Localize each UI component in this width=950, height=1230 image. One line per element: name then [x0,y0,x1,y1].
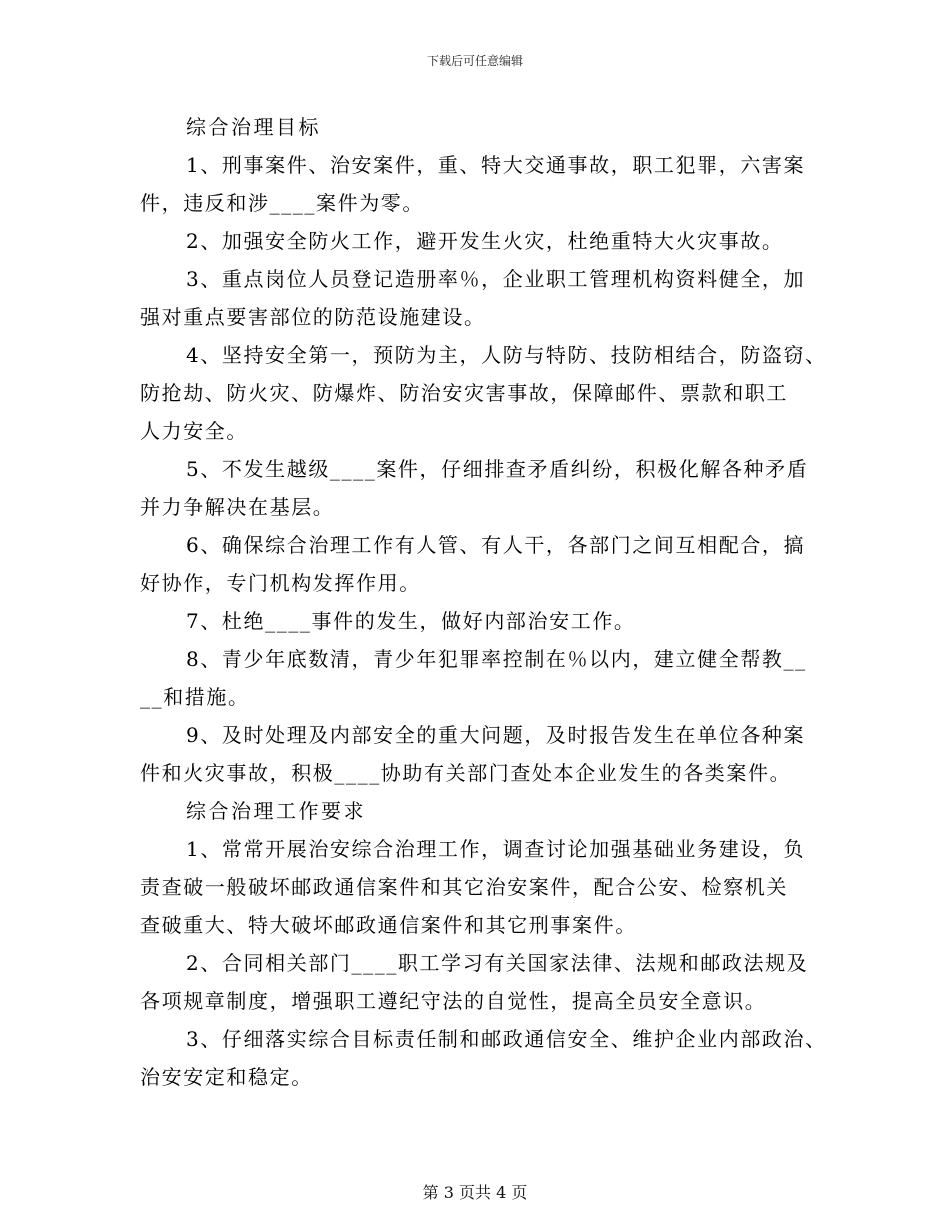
paragraph-line: 人力安全。 [140,419,248,443]
paragraph-line: 3、仔细落实综合目标责任制和邮政通信安全、维护企业内部政治、 [186,1027,827,1051]
paragraph-line: 1、常常开展治安综合治理工作，调查讨论加强基础业务建设，负 [186,837,806,861]
paragraph-line: 治安安定和稳定。 [140,1065,313,1089]
paragraph-line: 9、及时处理及内部安全的重大问题，及时报告发生在单位各种案 [186,723,806,747]
paragraph-line: 7、杜绝____事件的发生，做好内部治安工作。 [186,609,636,633]
paragraph-line: 5、不发生越级____案件，仔细排查矛盾纠纷，积极化解各种矛盾 [186,457,809,481]
paragraph-line: 2、加强安全防火工作，避开发生火灾，杜绝重特大火灾事故。 [186,229,784,253]
paragraph-line: 各项规章制度，增强职工遵纪守法的自觉性，提高全员安全意识。 [140,989,767,1013]
paragraph-line: 查破重大、特大破坏邮政通信案件和其它刑事案件。 [140,913,637,937]
paragraph-line: 强对重点要害部位的防范设施建设。 [140,305,486,329]
paragraph-line: 2、合同相关部门____职工学习有关国家法律、法规和邮政法规及 [186,951,809,975]
section-heading-requirements: 综合治理工作要求 [186,799,366,823]
paragraph-line: 好协作，专门机构发挥作用。 [140,571,421,595]
section-heading-goals: 综合治理目标 [186,115,321,139]
paragraph-line: 6、确保综合治理工作有人管、有人干，各部门之间互相配合，搞 [186,533,806,557]
document-body [140,108,827,1096]
paragraph-line: 1、刑事案件、治安案件，重、特大交通事故，职工犯罪，六害案 [186,153,806,177]
paragraph-line: __和措施。 [140,685,250,709]
paragraph-line: 件，违反和涉____案件为零。 [140,191,424,215]
paragraph-line: 8、青少年底数清，青少年犯罪率控制在％以内，建立健全帮教__ [186,647,807,671]
paragraph-line: 4、坚持安全第一，预防为主，人防与特防、技防相结合，防盗窃、 [186,343,827,367]
page-header-note: 下载后可任意编辑 [426,54,523,68]
paragraph-line: 责查破一般破坏邮政通信案件和其它治安案件，配合公安、检察机关 [140,875,788,899]
paragraph-line: 并力争解决在基层。 [140,495,335,519]
paragraph-line: 3、重点岗位人员登记造册率％，企业职工管理机构资料健全，加 [186,267,806,291]
page-number: 第 3 页共 4 页 [422,1183,528,1202]
paragraph-line: 防抢劫、防火灾、防爆炸、防治安灾害事故，保障邮件、票款和职工 [140,381,788,405]
paragraph-line: 件和火灾事故，积极____协助有关部门查处本企业发生的各类案件。 [140,761,792,785]
